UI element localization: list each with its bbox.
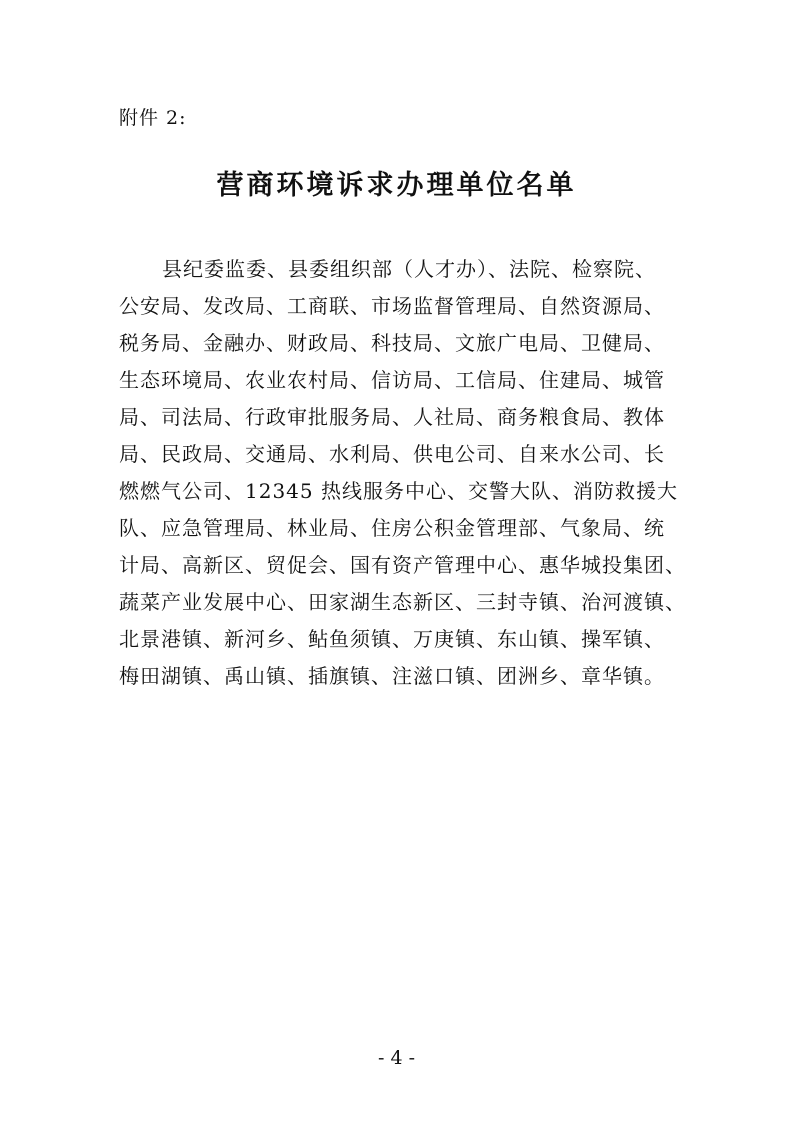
paragraph-line: 县纪委监委、县委组织部（人才办）、法院、检察院、 [162, 257, 656, 281]
attachment-label: 附件 2: [119, 107, 187, 129]
paragraph-line: 计局、高新区、贸促会、国有资产管理中心、惠华城投集团、 [119, 553, 686, 577]
paragraph-line: 公安局、发改局、工商联、市场监督管理局、自然资源局、 [119, 294, 665, 318]
paragraph-line: 蔬菜产业发展中心、田家湖生态新区、三封寺镇、治河渡镇、 [119, 590, 686, 614]
document-title: 营商环境诉求办理单位名单 [216, 170, 577, 201]
unit-list-paragraph [119, 251, 689, 695]
paragraph-line: 税务局、金融办、财政局、科技局、文旅广电局、卫健局、 [119, 331, 665, 355]
page-number: - 4 - [377, 1047, 415, 1069]
paragraph-line: 队、应急管理局、林业局、住房公积金管理部、气象局、统 [119, 516, 665, 540]
paragraph-line: 生态环境局、农业农村局、信访局、工信局、住建局、城管 [119, 368, 665, 392]
paragraph-line: 梅田湖镇、禹山镇、插旗镇、注滋口镇、团洲乡、章华镇。 [119, 664, 665, 688]
paragraph-line: 北景港镇、新河乡、鲇鱼须镇、万庚镇、东山镇、操军镇、 [119, 627, 665, 651]
paragraph-line: 局、司法局、行政审批服务局、人社局、商务粮食局、教体 [119, 405, 665, 429]
paragraph-line: 局、民政局、交通局、水利局、供电公司、自来水公司、长 [119, 442, 665, 466]
paragraph-line: 燃燃气公司、12345 热线服务中心、交警大队、消防救援大 [119, 479, 678, 503]
